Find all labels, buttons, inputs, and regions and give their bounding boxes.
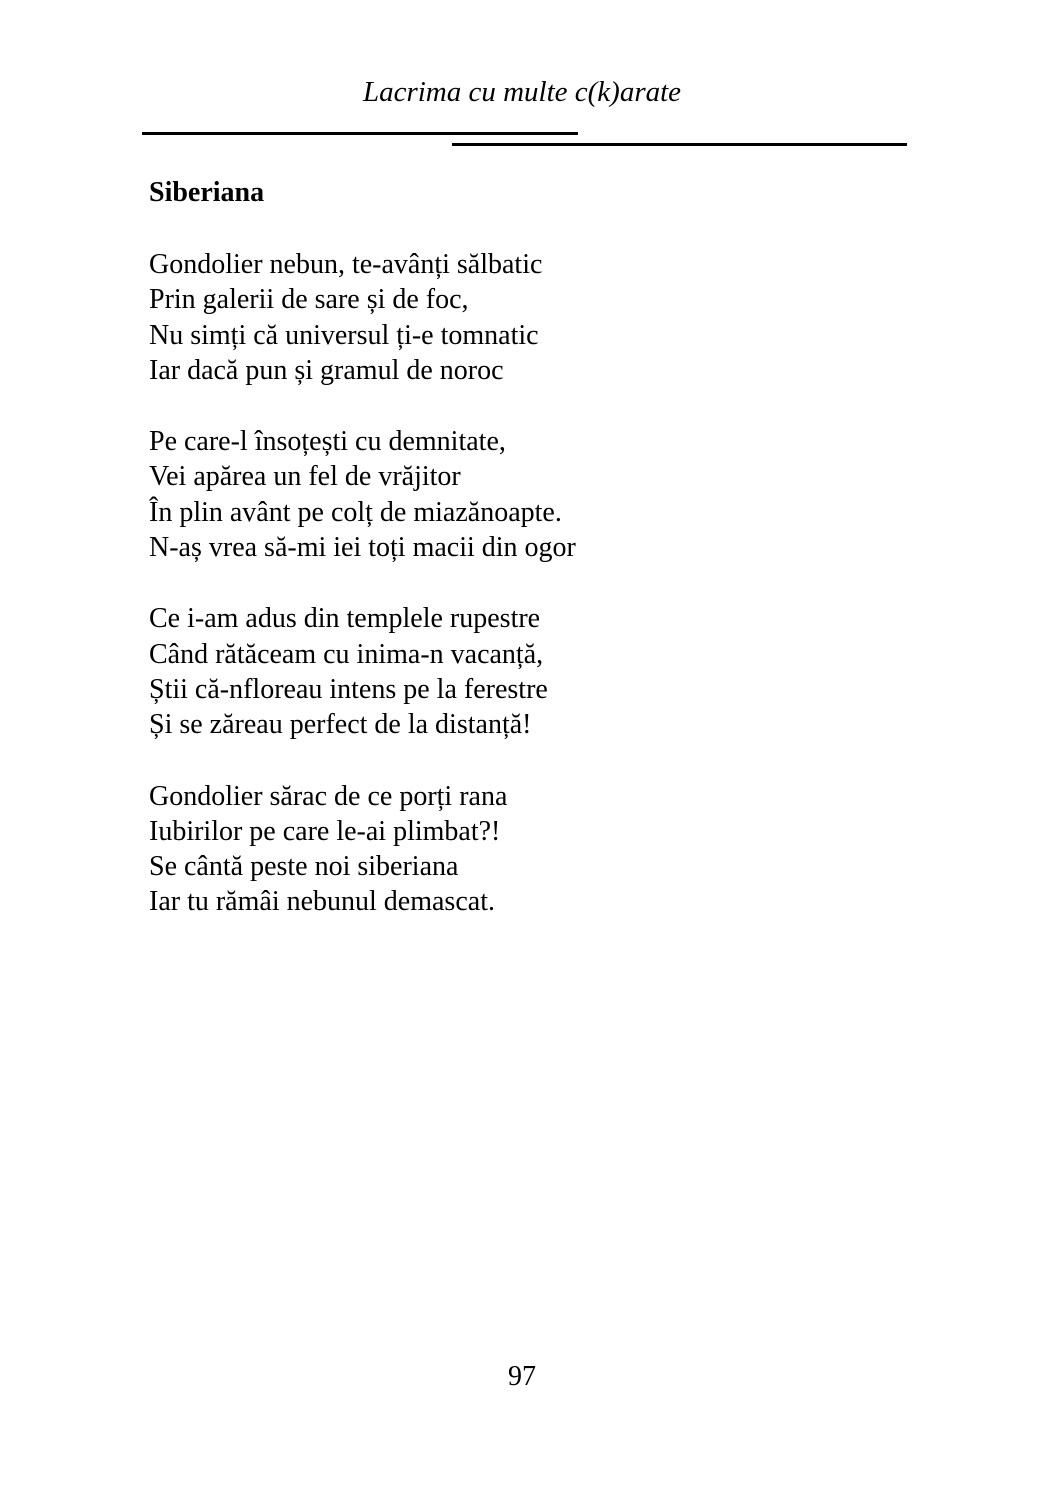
header-rule-right	[452, 143, 907, 146]
verse-line: Ce i-am adus din templele rupestre	[149, 603, 541, 635]
poem-body	[149, 247, 576, 956]
poem-title: Siberiana	[149, 177, 265, 208]
stanza-3	[149, 601, 576, 742]
stanza-4	[149, 779, 576, 920]
verse-line: Pe care-l însoțești cu demnitate,	[149, 426, 506, 458]
verse-line: Știi că-nfloreau intens pe la ferestre	[149, 673, 548, 705]
header-rule-left	[142, 132, 578, 135]
verse-line: Prin galerii de sare și de foc,	[149, 284, 469, 316]
verse-line: Iubirilor pe care le-ai plimbat?!	[149, 815, 501, 847]
stanza-2	[149, 424, 576, 565]
verse-line: Gondolier nebun, te-avânți sălbatic	[149, 249, 543, 280]
verse-line: Vei apărea un fel de vrăjitor	[149, 461, 461, 493]
stanza-1	[149, 247, 576, 388]
verse-line: Iar tu rămâi nebunul demascat.	[149, 886, 495, 918]
verse-line: Se cântă peste noi siberiana	[149, 851, 459, 883]
verse-line: Și se zăreau perfect de la distanță!	[149, 709, 532, 741]
verse-line: N-aș vrea să-mi iei toți macii din ogor	[149, 532, 576, 564]
verse-line: Nu simți că universul ți-e tomnatic	[149, 319, 539, 351]
page-number: 97	[508, 1361, 536, 1392]
verse-line: Gondolier sărac de ce porți rana	[149, 780, 508, 812]
verse-line: Iar dacă pun și gramul de noroc	[149, 354, 504, 386]
running-header: Lacrima cu multe c(k)arate	[362, 76, 682, 108]
verse-line: Când rătăceam cu inima-n vacanță,	[149, 638, 544, 670]
verse-line: În plin avânt pe colț de miazănoapte.	[149, 496, 562, 528]
